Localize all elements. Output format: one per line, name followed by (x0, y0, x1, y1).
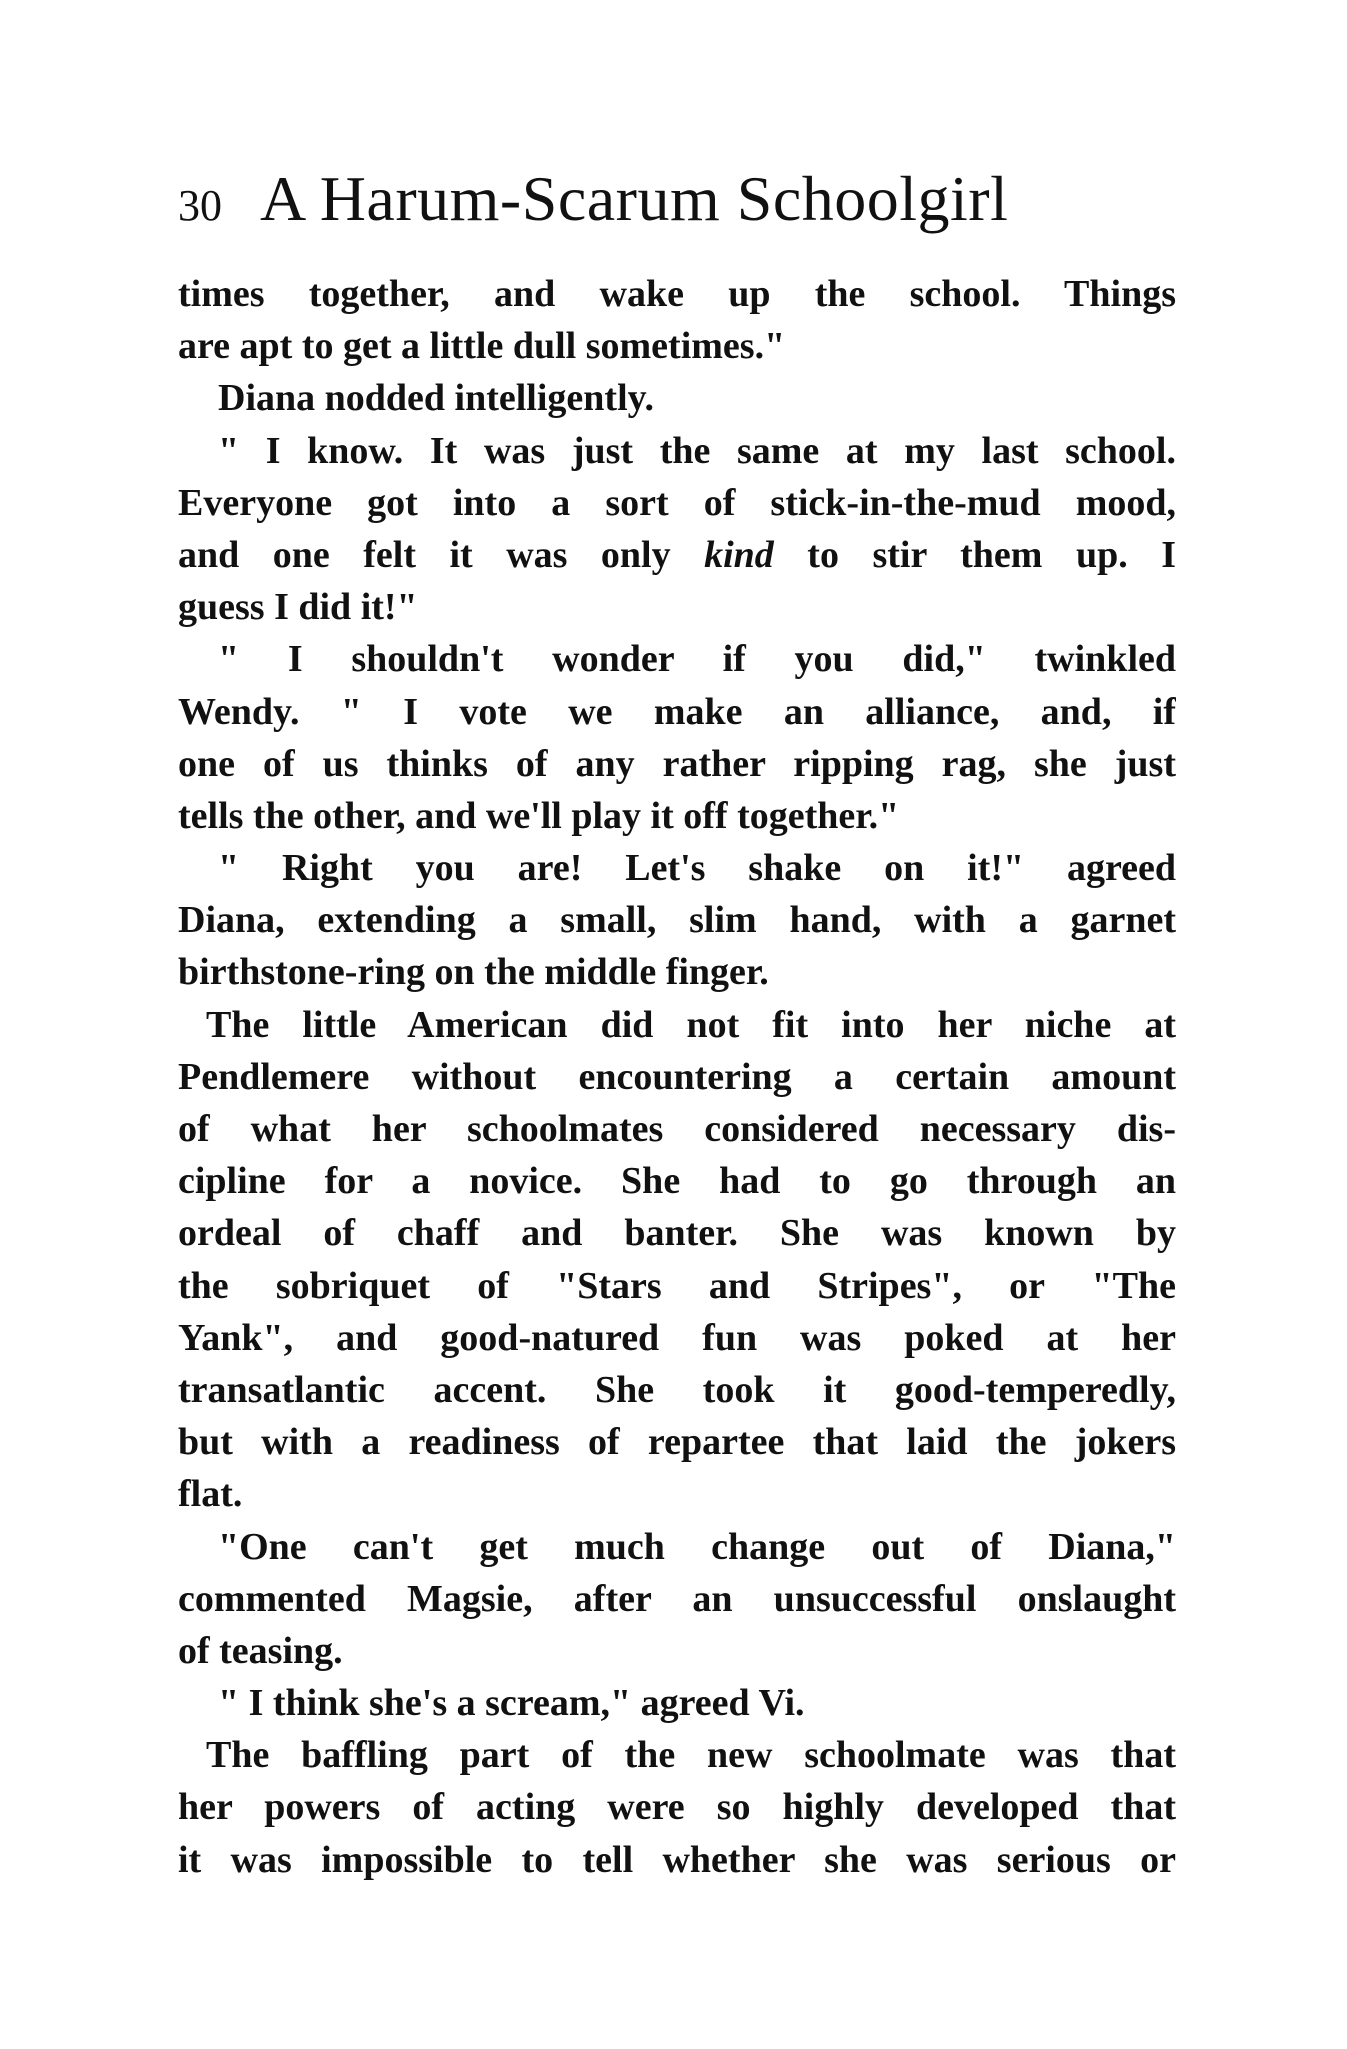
text-line: commented Magsie, after an unsuccessful onslaught (178, 1577, 1176, 1620)
text-fragment: and one felt it was only (178, 533, 705, 576)
text-line: the sobriquet of "Stars and Stripes", or "The (178, 1264, 1176, 1307)
text-line: but with a readiness of repartee that laid the jokers (178, 1421, 1176, 1464)
text-line: tells the other, and we'll play it off together." (178, 794, 900, 837)
text-line: Diana, extending a small, slim hand, with a garnet (178, 899, 1176, 942)
text-line: times together, and wake up the school. Things (178, 273, 1176, 315)
text-line: of teasing. (178, 1629, 343, 1672)
text-line: one of us thinks of any rather ripping rag, she just (178, 742, 1176, 785)
text-line: birthstone-ring on the middle finger. (178, 951, 769, 994)
text-line: flat. (178, 1473, 243, 1516)
page-number: 30 (178, 181, 222, 230)
text-line-with-italic (178, 529, 1176, 581)
italic-word: kind (704, 533, 774, 576)
text-line: it was impossible to tell whether she was serious or (178, 1838, 1176, 1881)
text-line: " I shouldn't wonder if you did," twinkled (218, 638, 1176, 681)
text-line: Wendy. " I vote we make an alliance, and, if (178, 690, 1176, 733)
text-line: The baffling part of the new schoolmate was that (206, 1734, 1176, 1777)
text-line: The little American did not fit into her niche at (206, 1003, 1176, 1046)
text-line: " I think she's a scream," agreed Vi. (218, 1682, 805, 1725)
text-line: Diana nodded intelligently. (218, 377, 655, 420)
text-line: her powers of acting were so highly developed that (178, 1786, 1176, 1829)
book-title: A Harum-Scarum Schoolgirl (260, 163, 1009, 234)
text-line: cipline for a novice. She had to go through an (178, 1160, 1176, 1203)
text-line: of what her schoolmates considered necessary dis- (178, 1108, 1176, 1150)
text-line: Yank", and good-natured fun was poked at her (178, 1316, 1176, 1359)
text-line: ordeal of chaff and banter. She was known by (178, 1212, 1176, 1255)
text-line: Everyone got into a sort of stick-in-the-mud mood, (178, 481, 1176, 524)
text-line: Pendlemere without encountering a certain amount (178, 1055, 1176, 1098)
body-text (178, 268, 1176, 1886)
text-line: " Right you are! Let's shake on it!" agreed (218, 847, 1176, 890)
text-line: guess I did it!" (178, 586, 418, 629)
text-line: " I know. It was just the same at my last school. (218, 429, 1176, 472)
text-line: transatlantic accent. She took it good-temperedly, (178, 1368, 1176, 1411)
text-line: are apt to get a little dull sometimes." (178, 325, 786, 368)
text-fragment: to stir them up. I (773, 533, 1176, 576)
text-line: "One can't get much change out of Diana," (218, 1525, 1176, 1568)
running-head (178, 162, 1008, 242)
